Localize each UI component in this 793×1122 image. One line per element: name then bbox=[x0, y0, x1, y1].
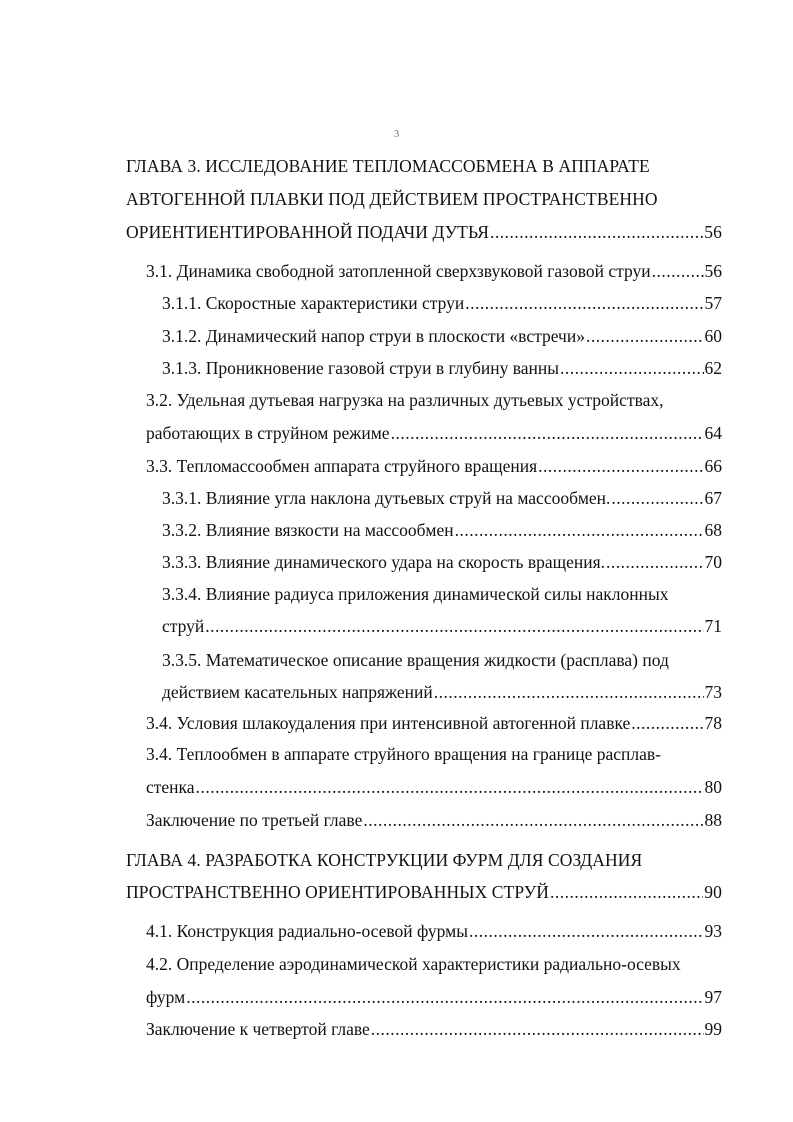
toc-entry-page: 66 bbox=[704, 456, 722, 476]
toc-entry-page: 97 bbox=[704, 987, 722, 1007]
toc-entry-page: 56 bbox=[704, 261, 722, 281]
page-number: 3 bbox=[393, 128, 400, 140]
toc-entry-page: 56 bbox=[704, 222, 722, 242]
dot-leader bbox=[611, 484, 703, 512]
toc-entry-3-3-4-line-1: 3.3.4. Влияние радиуса приложения динамической силы наклонных bbox=[162, 584, 669, 604]
toc-entry-3-1[interactable] bbox=[146, 257, 722, 285]
dot-leader bbox=[363, 806, 703, 834]
toc-entry-page: 93 bbox=[704, 921, 722, 941]
toc-entry-3-3-4[interactable] bbox=[162, 612, 722, 640]
toc-entry-title: 3.3.3. Влияние динамического удара на скорость вращения. bbox=[162, 552, 606, 572]
toc-entry-3-3-5[interactable] bbox=[162, 678, 722, 706]
toc-entry-page: 67 bbox=[704, 488, 722, 508]
toc-chapter-4-entry[interactable] bbox=[126, 878, 722, 906]
toc-entry-title: 3.1.3. Проникновение газовой струи в глубину ванны bbox=[162, 358, 560, 378]
toc-chapter-3-entry[interactable] bbox=[126, 218, 722, 246]
toc-entry-3-2-line-1: 3.2. Удельная дутьевая нагрузка на различных дутьевых устройствах, bbox=[146, 390, 664, 410]
toc-entry-title: 3.4. Условия шлакоудаления при интенсивной автогенной плавке bbox=[146, 713, 631, 733]
toc-chapter-3-line-1: ГЛАВА 3. ИССЛЕДОВАНИЕ ТЕПЛОМАССОБМЕНА В АППАРАТЕ bbox=[126, 156, 650, 176]
toc-entry-3-1-1[interactable] bbox=[162, 289, 722, 317]
toc-entry-title: ПРОСТРАНСТВЕННО ОРИЕНТИРОВАННЫХ СТРУЙ bbox=[126, 882, 549, 902]
toc-entry-title: 3.3.1. Влияние угла наклона дутьевых струй на массообмен. bbox=[162, 488, 611, 508]
toc-entry-title: 3.1. Динамика свободной затопленной сверхзвуковой газовой струи bbox=[146, 261, 651, 281]
toc-entry-3-2[interactable] bbox=[146, 419, 722, 447]
toc-entry-chapter-3-conclusion[interactable] bbox=[146, 806, 722, 834]
toc-entry-chapter-4-conclusion[interactable] bbox=[146, 1015, 722, 1043]
toc-entry-title: 3.1.2. Динамический напор струи в плоскости «встречи» bbox=[162, 326, 585, 346]
toc-entry-title: действием касательных напряжений bbox=[162, 682, 433, 702]
dot-leader bbox=[586, 322, 704, 350]
dot-leader bbox=[205, 612, 703, 640]
toc-entry-title: 3.3. Тепломассообмен аппарата струйного вращения bbox=[146, 456, 538, 476]
toc-entry-4-2[interactable] bbox=[146, 983, 722, 1011]
toc-entry-title: ОРИЕНТИЕНТИРОВАННОЙ ПОДАЧИ ДУТЬЯ bbox=[126, 222, 489, 242]
toc-entry-page: 71 bbox=[704, 616, 722, 636]
dot-leader bbox=[469, 917, 704, 945]
toc-entry-title: стенка bbox=[146, 777, 195, 797]
toc-entry-4-2-line-1: 4.2. Определение аэродинамической характеристики радиально-осевых bbox=[146, 954, 681, 974]
toc-chapter-3-line-2: АВТОГЕННОЙ ПЛАВКИ ПОД ДЕЙСТВИЕМ ПРОСТРАНСТВЕННО bbox=[126, 189, 658, 209]
toc-entry-3-3-5-line-1: 3.3.5. Математическое описание вращения жидкости (расплава) под bbox=[162, 650, 669, 670]
dot-leader bbox=[434, 678, 704, 706]
toc-entry-page: 64 bbox=[704, 423, 722, 443]
toc-entry-page: 62 bbox=[704, 358, 722, 378]
toc-entry-3-3-1[interactable] bbox=[162, 484, 722, 512]
toc-entry-title: 3.1.1. Скоростные характеристики струи bbox=[162, 293, 465, 313]
dot-leader bbox=[186, 983, 703, 1011]
toc-entry-title: Заключение по третьей главе bbox=[146, 810, 363, 830]
toc-chapter-4-line-1: ГЛАВА 4. РАЗРАБОТКА КОНСТРУКЦИИ ФУРМ ДЛЯ СОЗДАНИЯ bbox=[126, 850, 643, 870]
toc-entry-3-1-2[interactable] bbox=[162, 322, 722, 350]
toc-entry-title: струй bbox=[162, 616, 205, 636]
toc-entry-page: 90 bbox=[704, 882, 722, 902]
toc-entry-page: 70 bbox=[704, 552, 722, 572]
toc-entry-title: работающих в струйном режиме bbox=[146, 423, 390, 443]
dot-leader bbox=[391, 419, 704, 447]
dot-leader bbox=[196, 773, 704, 801]
dot-leader bbox=[490, 218, 703, 246]
toc-entry-title: Заключение к четвертой главе bbox=[146, 1019, 370, 1039]
toc-entry-page: 60 bbox=[704, 326, 722, 346]
toc-entry-3-3-2[interactable] bbox=[162, 516, 722, 544]
toc-entry-3-4-b[interactable] bbox=[146, 773, 722, 801]
dot-leader bbox=[538, 452, 703, 480]
toc-entry-title: 3.3.2. Влияние вязкости на массообмен bbox=[162, 520, 454, 540]
toc-entry-3-4-a[interactable] bbox=[146, 709, 722, 737]
toc-entry-page: 80 bbox=[704, 777, 722, 797]
dot-leader bbox=[606, 548, 703, 576]
toc-entry-title: фурм bbox=[146, 987, 186, 1007]
toc-entry-3-4-b-line-1: 3.4. Теплообмен в аппарате струйного вращения на границе расплав- bbox=[146, 744, 661, 764]
toc-entry-page: 68 bbox=[704, 520, 722, 540]
toc-entry-3-3-3[interactable] bbox=[162, 548, 722, 576]
toc-entry-page: 57 bbox=[704, 293, 722, 313]
dot-leader bbox=[455, 516, 704, 544]
toc-entry-3-1-3[interactable] bbox=[162, 354, 722, 382]
toc-entry-4-1[interactable] bbox=[146, 917, 722, 945]
dot-leader bbox=[465, 289, 703, 317]
toc-entry-page: 88 bbox=[704, 810, 722, 830]
toc-entry-page: 99 bbox=[704, 1019, 722, 1039]
dot-leader bbox=[631, 709, 703, 737]
dot-leader bbox=[652, 257, 704, 285]
dot-leader bbox=[550, 878, 703, 906]
toc-entry-title: 4.1. Конструкция радиально-осевой фурмы bbox=[146, 921, 468, 941]
toc-entry-3-3[interactable] bbox=[146, 452, 722, 480]
dot-leader bbox=[371, 1015, 704, 1043]
dot-leader bbox=[560, 354, 703, 382]
toc-entry-page: 73 bbox=[704, 682, 722, 702]
toc-entry-page: 78 bbox=[704, 713, 722, 733]
